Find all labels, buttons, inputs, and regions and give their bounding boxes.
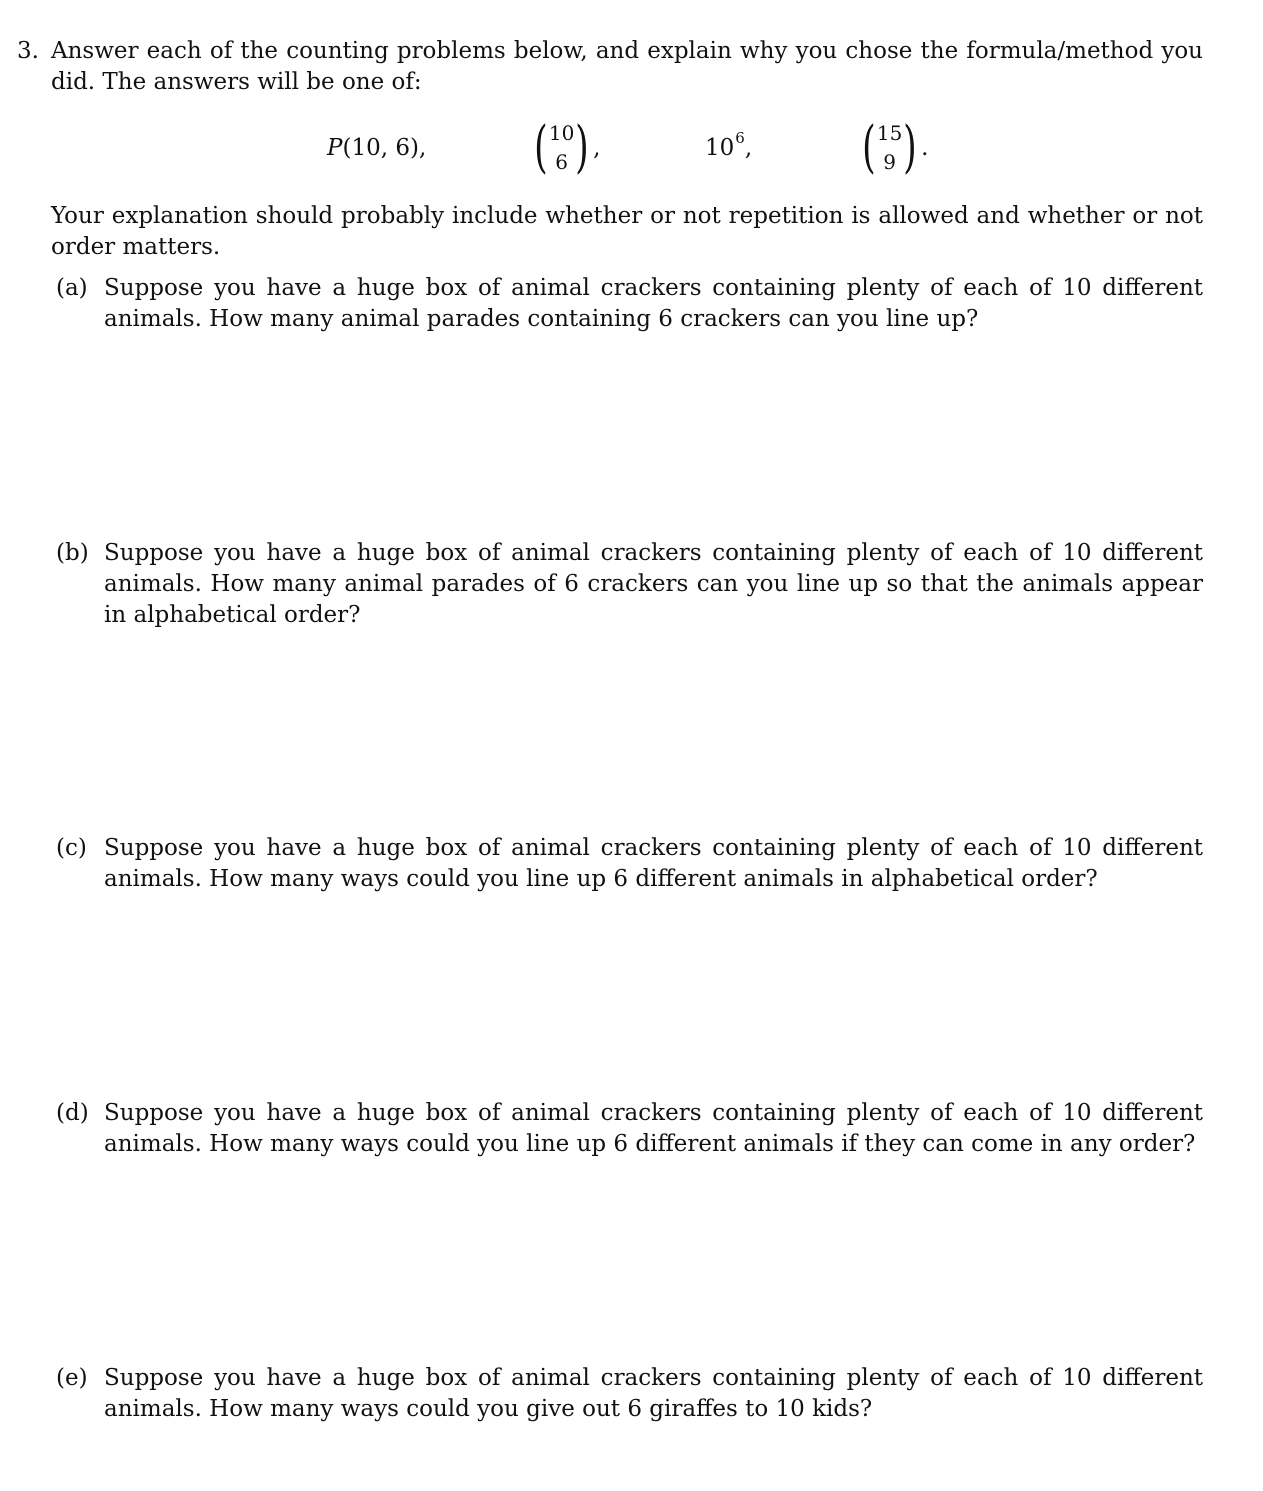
binomial-stack <box>877 119 902 177</box>
part-label: (b) <box>56 540 89 566</box>
permutation-args: (10, 6), <box>342 135 427 161</box>
binomial-bottom: 9 <box>883 150 896 174</box>
binomial-bottom: 6 <box>555 150 568 174</box>
binomial-10-6 <box>530 115 593 180</box>
answer-options <box>0 115 1263 181</box>
part-label: (a) <box>56 275 88 301</box>
explanation-instructions: Your explanation should probably include whether or not repetition is allowed and whether or not order matters. <box>51 203 1203 260</box>
left-paren: ( <box>534 115 548 180</box>
binomial-punct: . <box>921 135 929 161</box>
part-text: Suppose you have a huge box of animal crackers containing plenty of each of 10 different animals. How many animal parades of 6 crackers can you line up so that the animals appear in alphabetical order? <box>104 540 1203 628</box>
binomial-top: 10 <box>548 121 575 145</box>
right-paren: ) <box>575 115 590 180</box>
binomial-stack <box>549 119 574 177</box>
power-base: 10 <box>705 135 735 161</box>
binomial-15-9 <box>858 115 921 180</box>
part-text: Suppose you have a huge box of animal crackers containing plenty of each of 10 different animals. How many animal parades containing 6 crackers can you line up? <box>104 275 1203 332</box>
left-paren: ( <box>862 115 876 180</box>
part-label: (c) <box>56 835 87 861</box>
problem-number: 3. <box>17 38 39 64</box>
binomial-punct: , <box>593 135 601 161</box>
right-paren: ) <box>903 115 918 180</box>
part-label: (e) <box>56 1365 88 1391</box>
power-punct: , <box>744 135 753 161</box>
part-label: (d) <box>56 1100 89 1126</box>
problem-intro: Answer each of the counting problems below, and explain why you chose the formula/method you did. The answers will be one of: <box>51 38 1203 95</box>
part-text: Suppose you have a huge box of animal crackers containing plenty of each of 10 different animals. How many ways could you line up 6 different animals if they can come in any order? <box>104 1100 1203 1157</box>
answer-option-power <box>705 115 752 181</box>
power-exponent: 6 <box>735 129 745 147</box>
part-text: Suppose you have a huge box of animal crackers containing plenty of each of 10 different animals. How many ways could you give out 6 giraffes to 10 kids? <box>104 1365 1203 1422</box>
answer-option-binomial-10-6 <box>530 115 600 181</box>
answer-option-binomial-15-9 <box>858 115 928 181</box>
binomial-top: 15 <box>876 121 903 145</box>
answer-option-permutation <box>327 115 426 181</box>
part-text: Suppose you have a huge box of animal crackers containing plenty of each of 10 different animals. How many ways could you line up 6 different animals in alphabetical order? <box>104 835 1203 892</box>
permutation-symbol: P <box>327 135 343 161</box>
